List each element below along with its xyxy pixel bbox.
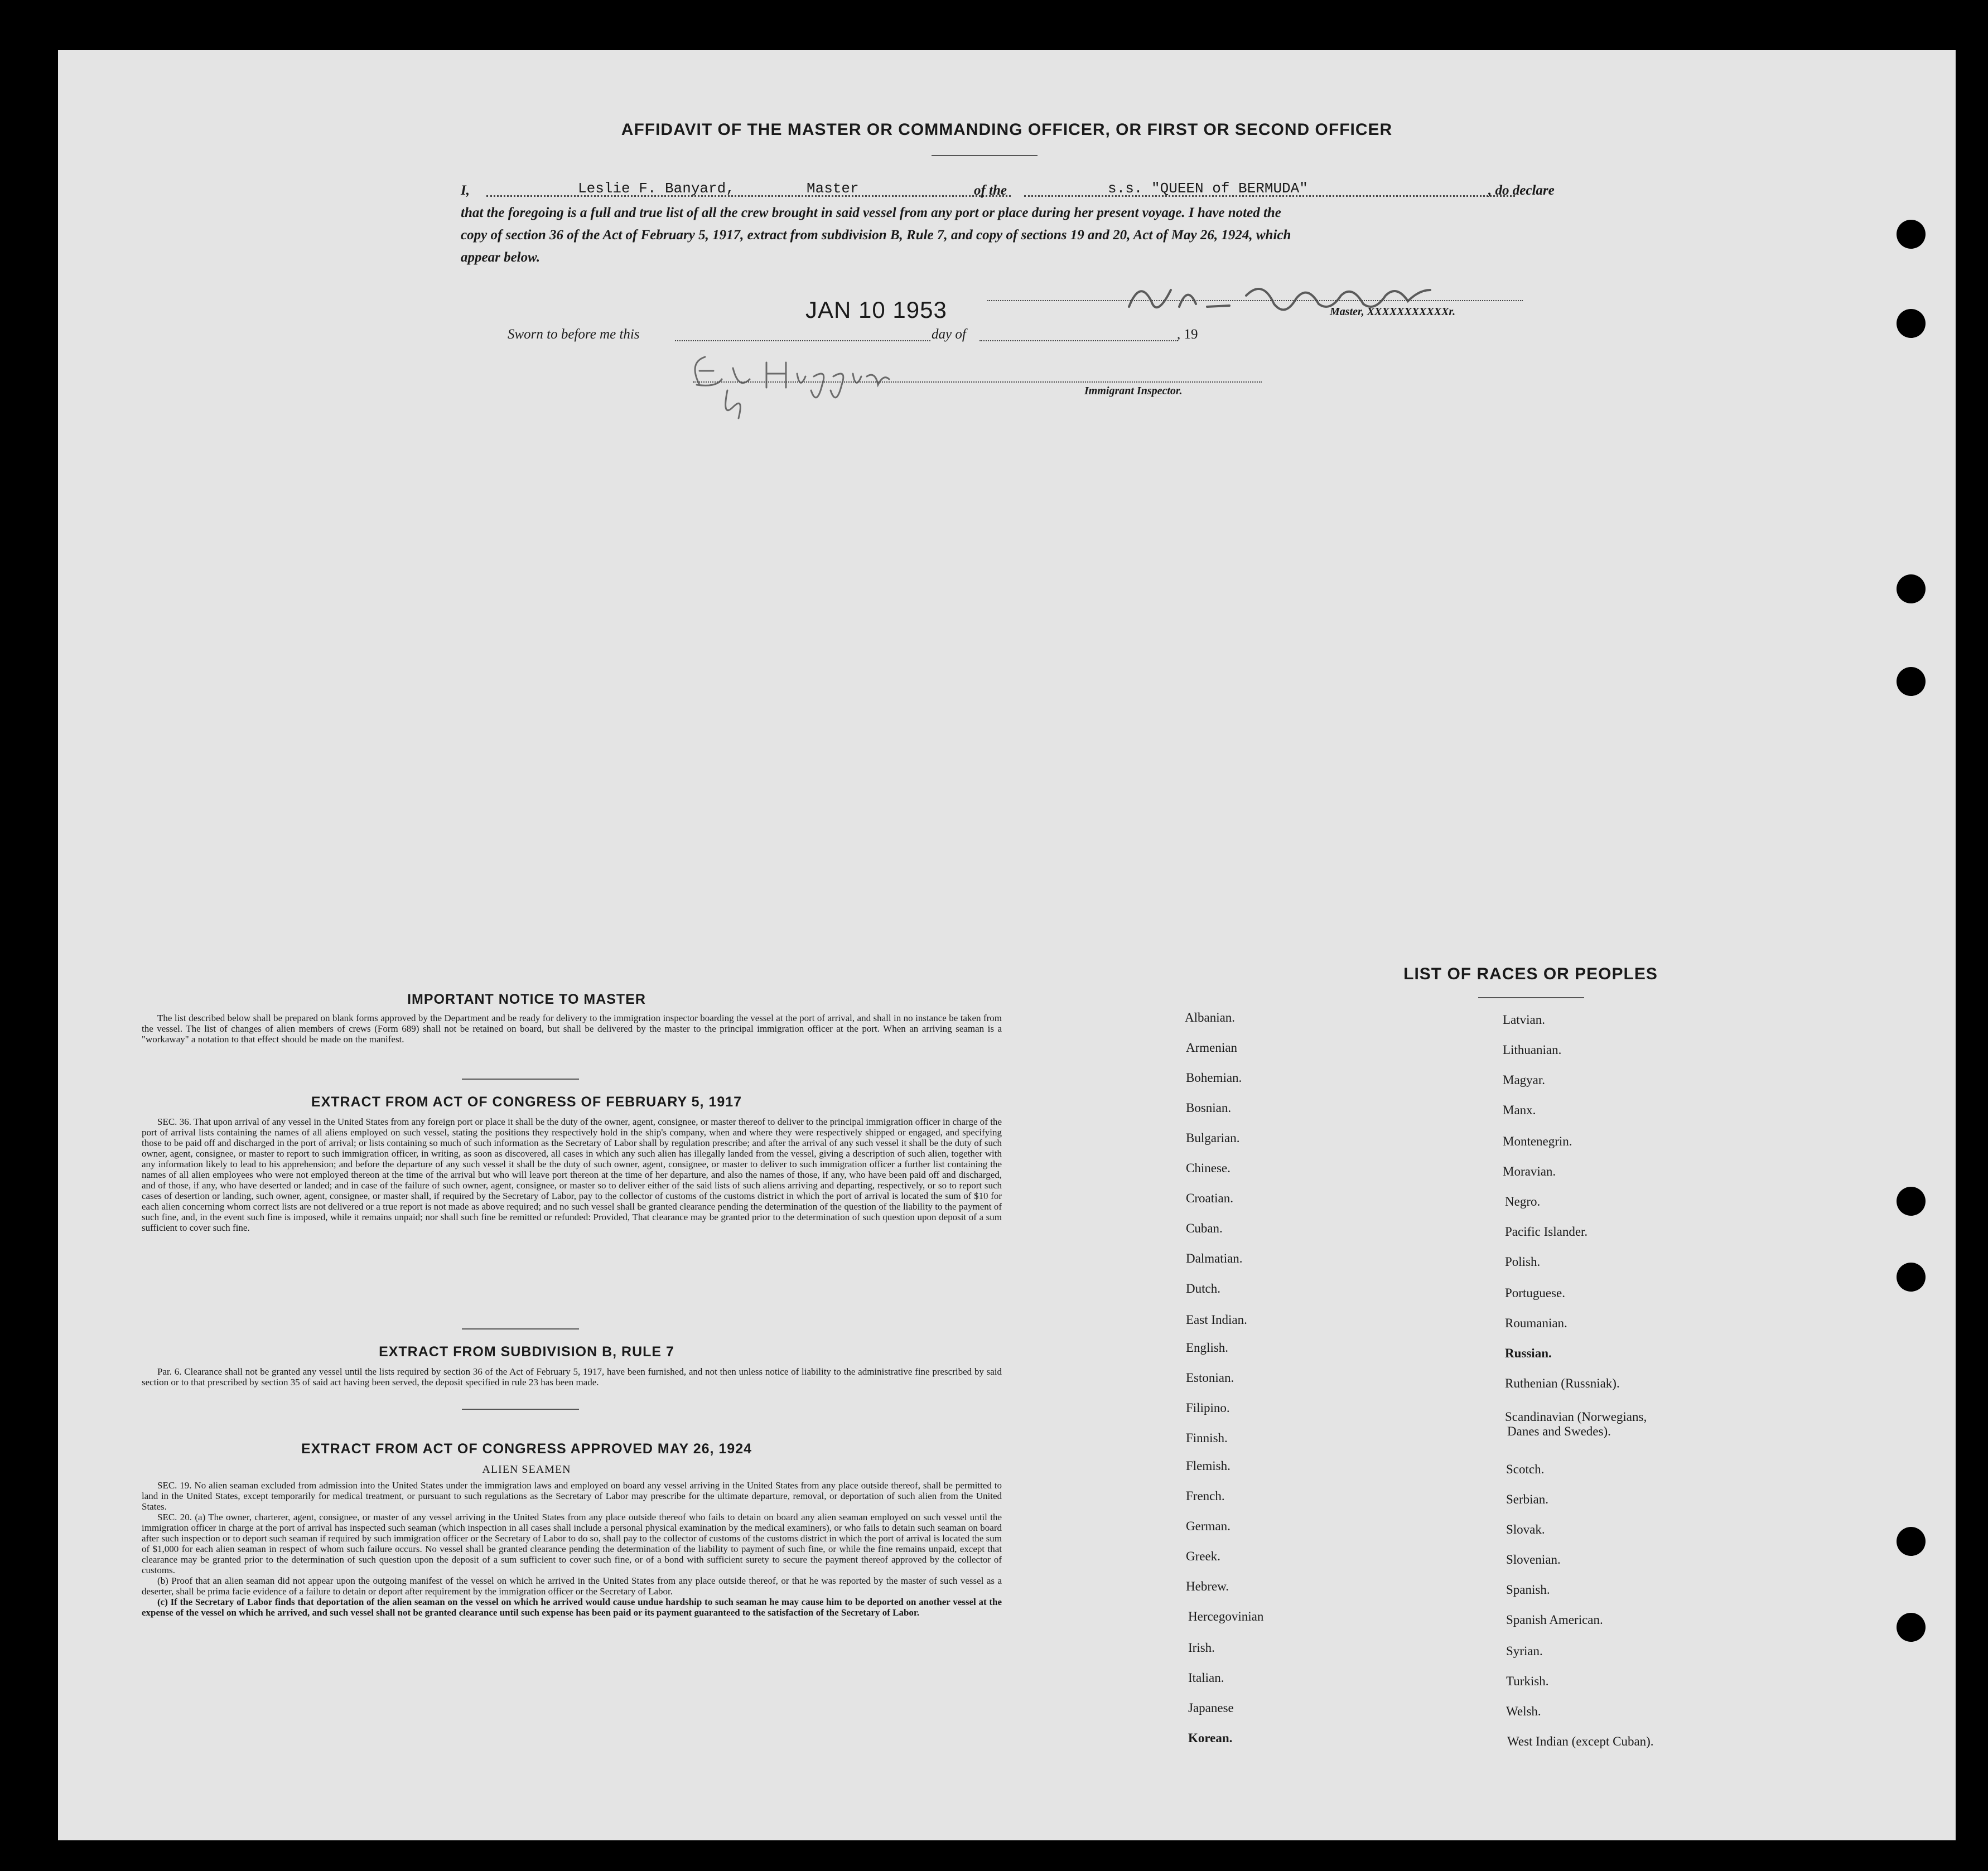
extract-1917-text — [142, 1116, 1002, 1233]
race-right: Roumanian. — [1505, 1316, 1567, 1330]
race-right: Polish. — [1505, 1255, 1541, 1269]
race-left: Korean. — [1188, 1731, 1233, 1745]
race-left: Japanese — [1188, 1701, 1234, 1715]
sworn-month-line — [979, 340, 1178, 341]
race-right: Magyar. — [1503, 1073, 1546, 1087]
punch-hole — [1897, 220, 1926, 249]
section-19-paragraph: SEC. 19. No alien seaman excluded from admission into the United States under the immigration laws and employed on board any vessel arriving in the United States from any place outside thereof, shall be permitted to land in the United States, except temporarily for medical treatment, or pursuant to such regulations as the Secretary of Labor may prescribe for the ultimate departure, removal, or deportation of such alien from the United States. — [142, 1480, 1002, 1512]
race-left: Finnish. — [1186, 1431, 1228, 1445]
race-left: French. — [1186, 1489, 1225, 1503]
alien-seamen-subtitle: ALIEN SEAMEN — [482, 1463, 571, 1476]
date-stamp: JAN 10 1953 — [805, 297, 947, 323]
race-left: Filipino. — [1186, 1401, 1230, 1415]
race-left: Bohemian. — [1186, 1071, 1242, 1085]
year-prefix: , 19 — [1177, 327, 1198, 342]
race-left: Cuban. — [1186, 1221, 1223, 1235]
punch-hole — [1897, 574, 1926, 603]
rule-7-title: EXTRACT FROM SUBDIVISION B, RULE 7 — [379, 1344, 674, 1360]
race-left: Italian. — [1188, 1671, 1224, 1685]
race-left: Croatian. — [1186, 1191, 1233, 1205]
punch-hole — [1897, 1527, 1926, 1556]
extract-1924-title: EXTRACT FROM ACT OF CONGRESS APPROVED MAY 26, 1924 — [301, 1441, 752, 1457]
race-right: Lithuanian. — [1503, 1043, 1562, 1057]
title-divider — [932, 155, 1038, 156]
notice-text — [142, 1013, 1002, 1045]
race-left: Hercegovinian — [1188, 1609, 1264, 1623]
punch-hole — [1897, 667, 1926, 696]
race-right: Moravian. — [1503, 1164, 1556, 1178]
race-left: East Indian. — [1186, 1313, 1247, 1327]
vessel-name: s.s. "QUEEN of BERMUDA" — [1108, 180, 1308, 197]
master-signature-text: L. F. Banyard — [1118, 273, 1121, 274]
section-36-paragraph: SEC. 36. That upon arrival of any vessel in the United States from any foreign port or place it shall be the duty of the owner, agent, consignee, or master thereof to deliver to the principal immigration officer in charge of the port of arrival lists containing the names of all aliens employed on such vessel, stating the positions they respectively hold in the ship's company, when and where they were respectively shipped or engaged, and specifying those to be paid off and discharged in the port of arrival; or lists containing so much of such information as the Secretary of Labor shall by regulation prescribe; and after the arrival of any such vessel it shall be the duty of such owner, agent, consignee, or master to report to such immigration officer, in writing, as soon as discovered, all cases in which any such alien has illegally landed from the vessel, giving a description of such alien, together with any information likely to lead to his apprehension; and before the departure of any such vessel it shall be the duty of such owner, agent, consignee, or master to deliver to such immigration officer a further list containing the names of all alien employees who were not employed thereon at the time of the arrival but who will leave port thereon at the time of her departure, and also the names of those, if any, who have been paid off and discharged, and of those, if any, who have deserted or landed; and in case of the failure of such owner, agent, consignee, or master so to deliver either of the said lists of such aliens arriving and departing, respectively, or so to report such cases of desertion or landing, such owner, agent, consignee, or master shall, if required by the Secretary of Labor, pay to the collector of customs of the customs district in which the port of arrival is located the sum of $10 for each alien concerning whom correct lists are not delivered or a true report is not made as above required; and no such vessel shall be granted clearance pending the determination of the question of the liability to the payment of such fine, and, in the event such fine is imposed, while it remains unpaid; nor shall such fine be remitted or refunded: Provided, That clearance may be granted prior to the determination of such question upon deposit of a sum sufficient to cover such fine. — [142, 1116, 1002, 1233]
races-title: LIST OF RACES OR PEOPLES — [1403, 965, 1658, 983]
section-20b-paragraph: (b) Proof that an alien seaman did not appear upon the outgoing manifest of the vessel on which he arrived in the United States from any place outside thereof, or that he was reported by the master of such vessel as a deserter, shall be prima facie evidence of a failure to detain or deport after requirement by the immigration officer or the Secretary of Labor. — [142, 1575, 1002, 1597]
race-right: Slovak. — [1506, 1522, 1545, 1536]
sworn-label: Sworn to before me this — [508, 327, 640, 342]
document-page — [58, 50, 1956, 1840]
par-6-paragraph: Par. 6. Clearance shall not be granted any vessel until the lists required by section 36 of the Act of February 5, 1917, have been furnished, and not then unless notice of liability to the administrative fine prescribed by said section or to that prescribed by section 35 of said act having been served, the deposit specified in rule 23 has been made. — [142, 1366, 1002, 1387]
master-caption: Master, XXXXXXXXXXXr. — [1330, 306, 1456, 318]
master-signature-line — [987, 300, 1523, 301]
sworn-line — [508, 327, 640, 342]
officer-rank: Master — [807, 180, 859, 197]
race-left: Chinese. — [1186, 1161, 1231, 1175]
inspector-signature-line — [693, 381, 1262, 383]
inspector-caption: Immigrant Inspector. — [1084, 385, 1183, 397]
race-left: Estonian. — [1186, 1371, 1234, 1385]
race-right: Manx. — [1503, 1103, 1536, 1117]
declaration-line-2: that the foregoing is a full and true list of all the crew brought in said vessel from any port or place during her present voyage. I have noted the — [461, 205, 1281, 220]
race-right: Syrian. — [1506, 1644, 1543, 1658]
race-left: English. — [1186, 1341, 1229, 1355]
officer-name: Leslie F. Banyard, — [578, 180, 735, 197]
race-left: Dutch. — [1186, 1282, 1220, 1295]
race-right: Welsh. — [1506, 1704, 1541, 1718]
day-of-label: day of — [932, 327, 966, 342]
race-right: Russian. — [1505, 1346, 1552, 1360]
rule-7-text — [142, 1366, 1002, 1387]
name-dotted-line — [486, 195, 1011, 197]
punch-hole — [1897, 309, 1926, 338]
section-divider — [462, 1409, 579, 1410]
race-right: Spanish. — [1506, 1583, 1550, 1597]
race-right: Latvian. — [1503, 1013, 1545, 1027]
races-divider — [1478, 997, 1584, 998]
race-right: Portuguese. — [1505, 1286, 1565, 1300]
race-right: Scandinavian (Norwegians, — [1505, 1410, 1647, 1424]
race-left: Armenian — [1186, 1041, 1237, 1055]
do-declare: , do declare — [1488, 183, 1555, 198]
master-signature — [1118, 273, 1519, 335]
race-right: Spanish American. — [1506, 1613, 1603, 1627]
race-right: Serbian. — [1506, 1492, 1549, 1506]
race-right: Danes and Swedes). — [1507, 1424, 1611, 1438]
race-left: Irish. — [1188, 1641, 1215, 1655]
race-right: Scotch. — [1506, 1462, 1545, 1476]
race-right: Negro. — [1505, 1195, 1541, 1208]
section-divider — [462, 1079, 579, 1080]
sworn-day-line — [675, 340, 930, 341]
race-left: Albanian. — [1185, 1011, 1236, 1024]
race-right: Ruthenian (Russniak). — [1505, 1376, 1620, 1390]
inspector-signature — [683, 346, 950, 429]
punch-hole — [1897, 1263, 1926, 1292]
race-right: West Indian (except Cuban). — [1507, 1734, 1654, 1748]
declaration-line-3: copy of section 36 of the Act of February 5, 1917, extract from subdivision B, Rule 7, and copy of sections 19 and 20, Act of May 26, 1924, which — [461, 228, 1291, 243]
i-label: I, — [461, 183, 470, 198]
section-20a-paragraph: SEC. 20. (a) The owner, charterer, agent, consignee, or master of any vessel arriving in the United States from any place outside thereof who fails to detain on board any alien seaman employed on such vessel until the immigration officer in charge at the port of arrival has inspected such seaman (which inspection in all cases shall include a personal physical examination by the medical examiners), or who fails to detain such seaman on board after such inspection or to deport such seaman if required by such immigration officer or the Secretary of Labor to do so, shall pay to the collector of customs of the customs district in which the port of arrival is located the sum of $1,000 for each alien seaman in respect of whom such failure occurs. No vessel shall be granted clearance pending the determination of the liability to payment of such fine, or while the fine remains unpaid, except that clearance may be granted prior to the determination of such question upon the deposit of a sum sufficient to cover such fine, or of a bond with sufficient surety to secure the payment thereof approved by the collector of customs. — [142, 1512, 1002, 1575]
race-left: Bulgarian. — [1186, 1131, 1240, 1145]
notice-title: IMPORTANT NOTICE TO MASTER — [407, 992, 646, 1007]
affidavit-title: AFFIDAVIT OF THE MASTER OR COMMANDING OFFICER, OR FIRST OR SECOND OFFICER — [621, 120, 1393, 139]
section-divider — [462, 1328, 579, 1329]
punch-hole — [1897, 1613, 1926, 1642]
race-left: Flemish. — [1186, 1459, 1231, 1473]
race-left: Hebrew. — [1186, 1579, 1229, 1593]
race-left: Bosnian. — [1186, 1101, 1232, 1115]
race-left: Dalmatian. — [1186, 1251, 1243, 1265]
race-right: Turkish. — [1506, 1674, 1549, 1688]
race-left: German. — [1186, 1519, 1231, 1533]
race-right: Montenegrin. — [1503, 1134, 1572, 1148]
extract-1917-title: EXTRACT FROM ACT OF CONGRESS OF FEBRUARY 5, 1917 — [311, 1094, 742, 1110]
extract-1924-text — [142, 1480, 1002, 1618]
section-20c-paragraph: (c) If the Secretary of Labor finds that deportation of the alien seaman on the vessel on which he arrived would cause undue hardship to such seaman he may cause him to be deported on another vessel at the expense of the vessel on which he arrived, and such vessel shall not be granted clearance until such expense has been paid or its payment guaranteed to the satisfaction of the Secretary of Labor. — [142, 1597, 1002, 1618]
notice-paragraph: The list described below shall be prepared on blank forms approved by the Department and be ready for delivery to the immigration inspector boarding the vessel at the port of arrival, and shall in no instance be taken from the vessel. The list of changes of alien members of crews (Form 689) shall not be retained on board, but shall be delivered by the master to the principal immigration officer at the port. When an arriving seaman is a "workaway" a notation to that effect should be made on the manifest. — [142, 1013, 1002, 1045]
race-right: Slovenian. — [1506, 1553, 1561, 1567]
punch-hole — [1897, 1187, 1926, 1216]
declaration-line-4: appear below. — [461, 250, 541, 265]
of-the-label: of the — [974, 183, 1007, 198]
race-left: Greek. — [1186, 1549, 1220, 1563]
race-right: Pacific Islander. — [1505, 1225, 1588, 1239]
